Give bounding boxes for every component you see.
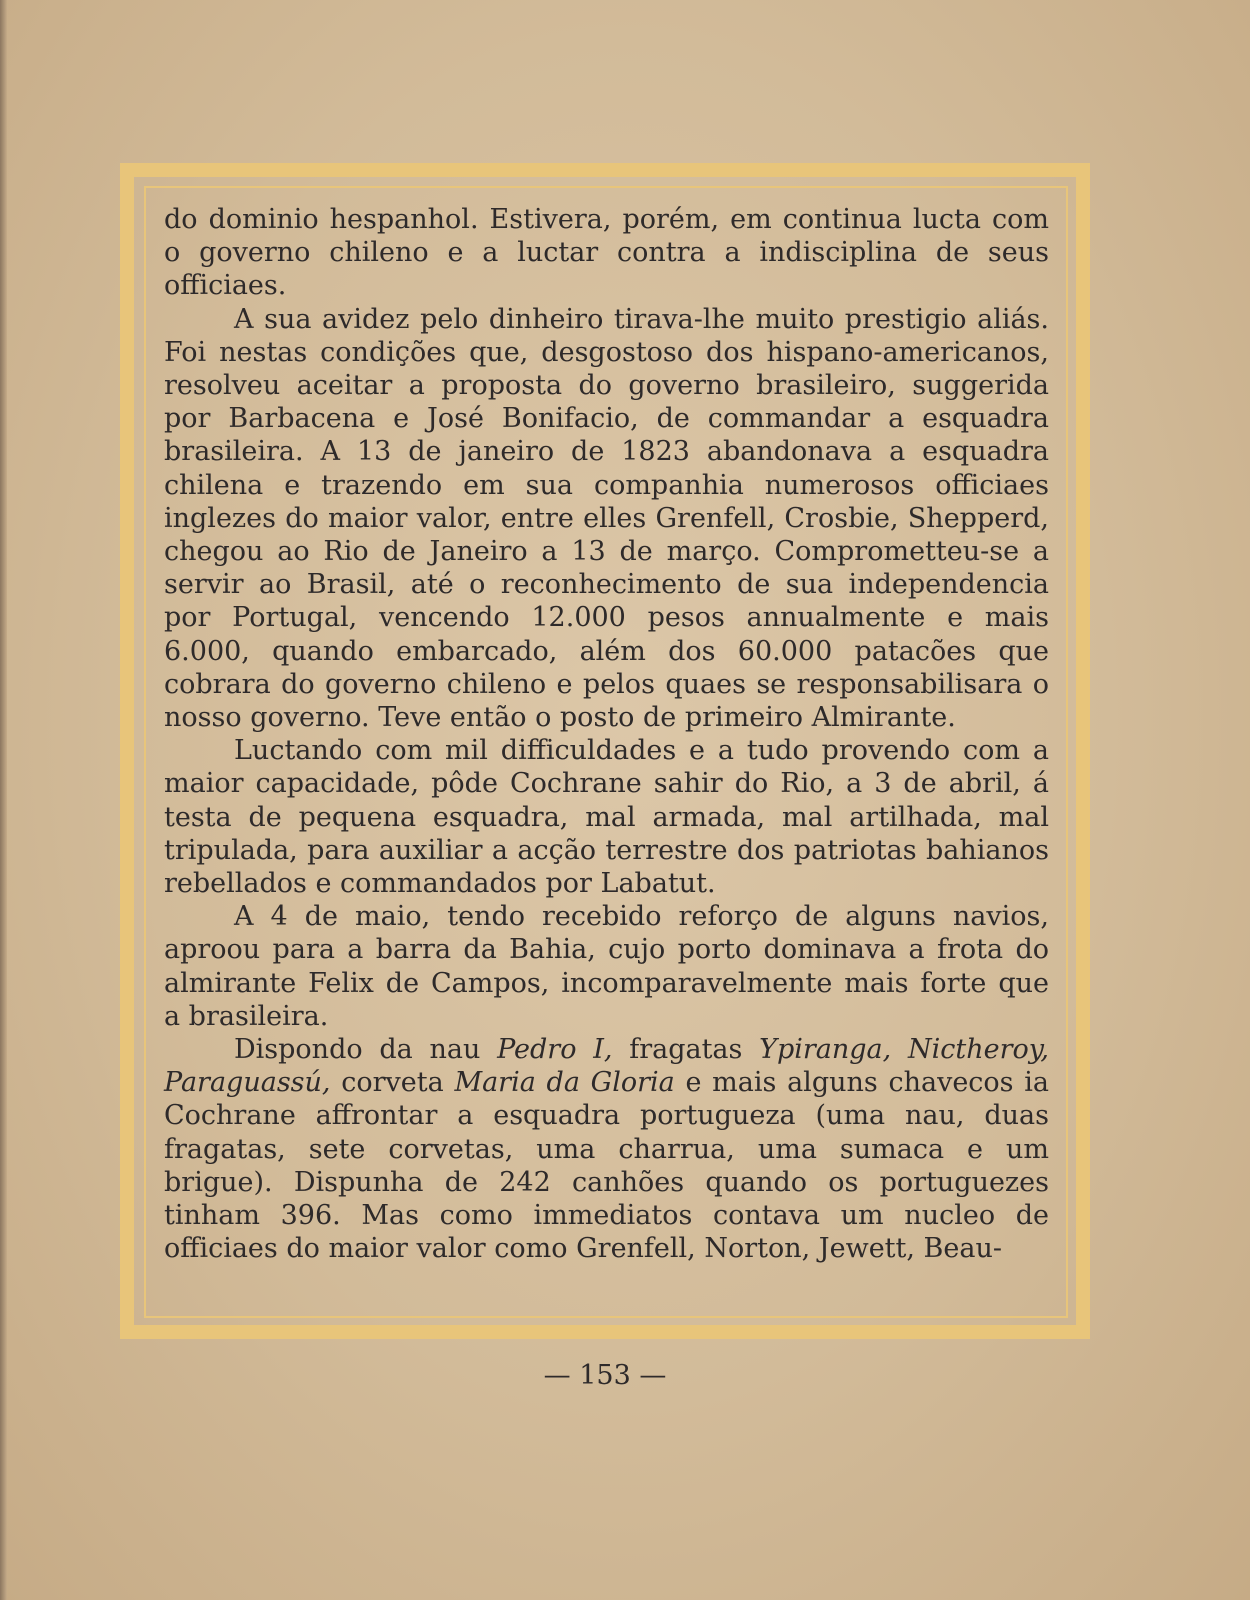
paragraph <box>164 734 1049 900</box>
text-run: fragatas <box>612 1034 760 1066</box>
paragraph <box>164 900 1049 1033</box>
text-run: Dispondo da nau <box>234 1034 498 1066</box>
ship-name: Pedro I, <box>497 1034 613 1066</box>
text-run: A sua avidez pelo dinheiro tirava-lhe muito prestigio aliás. Foi nestas condições que, desgostoso dos hispano-americanos, resolveu aceitar a proposta do governo brasileiro, suggerida por Barbacena e José Bonifacio, de commandar a esquadra brasileira. A 13 de janeiro de 1823 abandonava a esquadra chilena e trazendo em sua companhia numerosos officiaes inglezes do maior valor, entre elles Grenfell, Crosbie, Shepperd, chegou ao Rio de Janeiro a 13 de março. Comprometteu-se a servir ao Brasil, até o reconhecimento de sua independencia por Portugal, vencendo 12.000 pesos annualmente e mais 6.000, quando embarcado, além dos 60.000 patacões que cobrara do governo chileno e pelos quaes se responsabilisara o nosso governo. Teve então o posto de primeiro Almirante. <box>164 303 1049 734</box>
paragraph <box>164 303 1049 735</box>
text-run: do dominio hespanhol. Estivera, porém, em continua lucta com o governo chileno e a luctar contra a indisciplina de seus officiaes. <box>164 204 1049 302</box>
ship-name: Maria da Gloria <box>454 1067 675 1099</box>
text-run: Luctando com mil difficuldades e a tudo provendo com a maior capacidade, pôde Cochrane sahir do Rio, a 3 de abril, á testa de pequena esquadra, mal armada, mal artilhada, mal tripulada, para auxiliar a acção terrestre dos patriotas bahianos rebellados e commandados por Labatut. <box>164 735 1049 900</box>
text-run: e mais alguns chavecos ia Cochrane affrontar a esquadra portugueza (uma nau, duas fragatas, sete corvetas, uma charrua, uma sumaca e um brigue). Dispunha de 242 canhões quando os portuguezes tinham 396. Mas como immediatos contava um nucleo de officiaes do maior valor como Grenfell, Norton, Jewett, Beau- <box>164 1067 1049 1265</box>
page-number: — 153 — <box>543 1360 667 1391</box>
text-run: corveta <box>330 1067 455 1099</box>
paragraph <box>164 203 1049 303</box>
ship-names: Ypiranga, Nictheroy, Paraguassú, <box>164 1034 1049 1099</box>
body-text <box>164 203 1049 1266</box>
paragraph <box>164 1033 1049 1265</box>
text-run: A 4 de maio, tendo recebido reforço de alguns navios, aproou para a barra da Bahia, cujo porto dominava a frota do almirante Felix de Campos, incomparavelmente mais forte que a brasileira. <box>164 901 1049 1032</box>
